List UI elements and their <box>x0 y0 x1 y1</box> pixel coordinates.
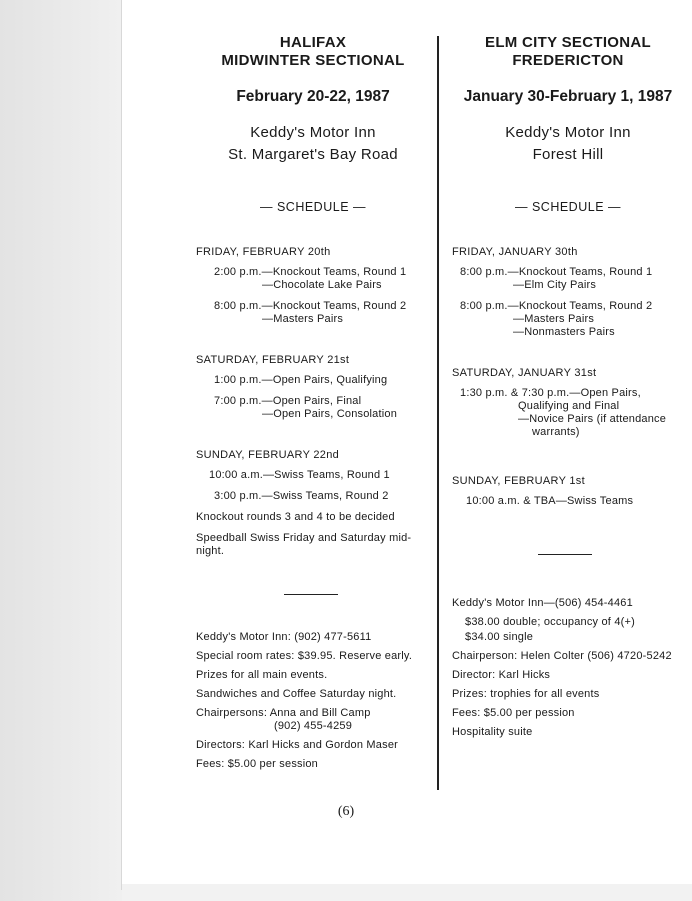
venue-line: Forest Hill <box>532 146 604 163</box>
entry-line: 3:00 p.m.—Swiss Teams, Round 2 <box>214 490 389 502</box>
event-venue <box>452 122 684 166</box>
schedule-note <box>196 532 430 558</box>
entry-line: —Elm City Pairs <box>513 279 597 291</box>
venue-line: St. Margaret's Bay Road <box>228 146 398 163</box>
entry-line: —Nonmasters Pairs <box>513 326 615 338</box>
info-line: Chairperson: Helen Colter (506) 4720-5242 <box>452 650 672 662</box>
entry-line: 8:00 p.m.—Knockout Teams, Round 2 <box>214 300 407 312</box>
schedule-entry <box>196 469 430 482</box>
entry-line: Qualifying and Final <box>518 400 620 412</box>
entry-line: —Masters Pairs <box>513 313 595 325</box>
day-heading: FRIDAY, FEBRUARY 20th <box>196 246 331 258</box>
section-rule <box>538 554 592 555</box>
venue-line: Keddy's Motor Inn <box>505 124 631 141</box>
schedule-entry <box>196 266 430 292</box>
schedule-entry <box>452 387 684 439</box>
schedule-entry <box>452 495 684 508</box>
event-title <box>452 34 684 70</box>
page-number: (6) <box>337 804 355 819</box>
info-line: Sandwiches and Coffee Saturday night. <box>196 688 397 700</box>
schedule-entry <box>196 374 430 387</box>
info-line: Fees: $5.00 per pession <box>452 707 575 719</box>
info-line: Prizes for all main events. <box>196 669 328 681</box>
scan-background <box>0 0 122 901</box>
info-line: Fees: $5.00 per session <box>196 758 319 770</box>
schedule-heading: — SCHEDULE — <box>259 200 367 214</box>
entry-line: 10:00 a.m.—Swiss Teams, Round 1 <box>209 469 390 481</box>
entry-line: 7:00 p.m.—Open Pairs, Final <box>214 395 362 407</box>
event-info <box>452 597 684 739</box>
entry-line: 2:00 p.m.—Knockout Teams, Round 1 <box>214 266 407 278</box>
day-heading: SUNDAY, FEBRUARY 22nd <box>196 449 340 461</box>
info-line: Keddy's Motor Inn: (902) 477-5611 <box>196 631 372 643</box>
schedule-entry <box>452 300 684 339</box>
entry-line: 1:00 p.m.—Open Pairs, Qualifying <box>214 374 388 386</box>
page-bottom-edge <box>122 884 692 901</box>
event-info <box>196 631 430 771</box>
title-line: MIDWINTER SECTIONAL <box>221 52 405 69</box>
info-line: Keddy's Motor Inn—(506) 454-4461 <box>452 597 633 609</box>
entry-line: —Novice Pairs (if attendance <box>518 413 667 425</box>
note-line: Knockout rounds 3 and 4 to be decided <box>196 511 395 523</box>
title-line: FREDERICTON <box>512 52 624 69</box>
column-divider <box>437 36 439 790</box>
info-line: Prizes: trophies for all events <box>452 688 600 700</box>
day-heading: FRIDAY, JANUARY 30th <box>452 246 578 258</box>
event-date: January 30-February 1, 1987 <box>463 88 673 105</box>
venue-line: Keddy's Motor Inn <box>250 124 376 141</box>
entry-line: —Chocolate Lake Pairs <box>262 279 382 291</box>
schedule-entry <box>196 300 430 326</box>
info-line: Hospitality suite <box>452 726 533 738</box>
schedule-heading: — SCHEDULE — <box>514 200 622 214</box>
section-rule <box>284 594 338 595</box>
day-heading: SATURDAY, FEBRUARY 21st <box>196 354 350 366</box>
info-line: $34.00 single <box>465 631 534 643</box>
schedule-entry <box>196 395 430 421</box>
schedule-entry <box>452 266 684 292</box>
schedule-entry <box>196 490 430 503</box>
entry-line: —Masters Pairs <box>262 313 344 325</box>
event-date: February 20-22, 1987 <box>236 88 390 105</box>
entry-line: 1:30 p.m. & 7:30 p.m.—Open Pairs, <box>460 387 641 399</box>
schedule-note <box>196 511 430 524</box>
title-line: ELM CITY SECTIONAL <box>485 34 651 51</box>
day-heading: SUNDAY, FEBRUARY 1st <box>452 475 585 487</box>
info-line: Director: Karl Hicks <box>452 669 551 681</box>
entry-line: 8:00 p.m.—Knockout Teams, Round 2 <box>460 300 653 312</box>
info-line: Directors: Karl Hicks and Gordon Maser <box>196 739 398 751</box>
event-title <box>196 34 430 70</box>
halifax-sectional-column <box>196 34 430 771</box>
info-line: (902) 455-4259 <box>274 720 353 732</box>
elm-city-sectional-column <box>452 34 684 739</box>
note-line: Speedball Swiss Friday and Saturday mid- <box>196 532 412 544</box>
info-line: $38.00 double; occupancy of 4(+) <box>465 616 635 628</box>
entry-line: 10:00 a.m. & TBA—Swiss Teams <box>466 495 634 507</box>
entry-line: warrants) <box>532 426 580 438</box>
note-line: night. <box>196 545 225 557</box>
info-line: Special room rates: $39.95. Reserve early. <box>196 650 413 662</box>
info-line: Chairpersons: Anna and Bill Camp <box>196 707 371 719</box>
title-line: HALIFAX <box>279 34 347 51</box>
day-heading: SATURDAY, JANUARY 31st <box>452 367 597 379</box>
event-venue <box>196 122 430 166</box>
entry-line: 8:00 p.m.—Knockout Teams, Round 1 <box>460 266 653 278</box>
entry-line: —Open Pairs, Consolation <box>262 408 398 420</box>
